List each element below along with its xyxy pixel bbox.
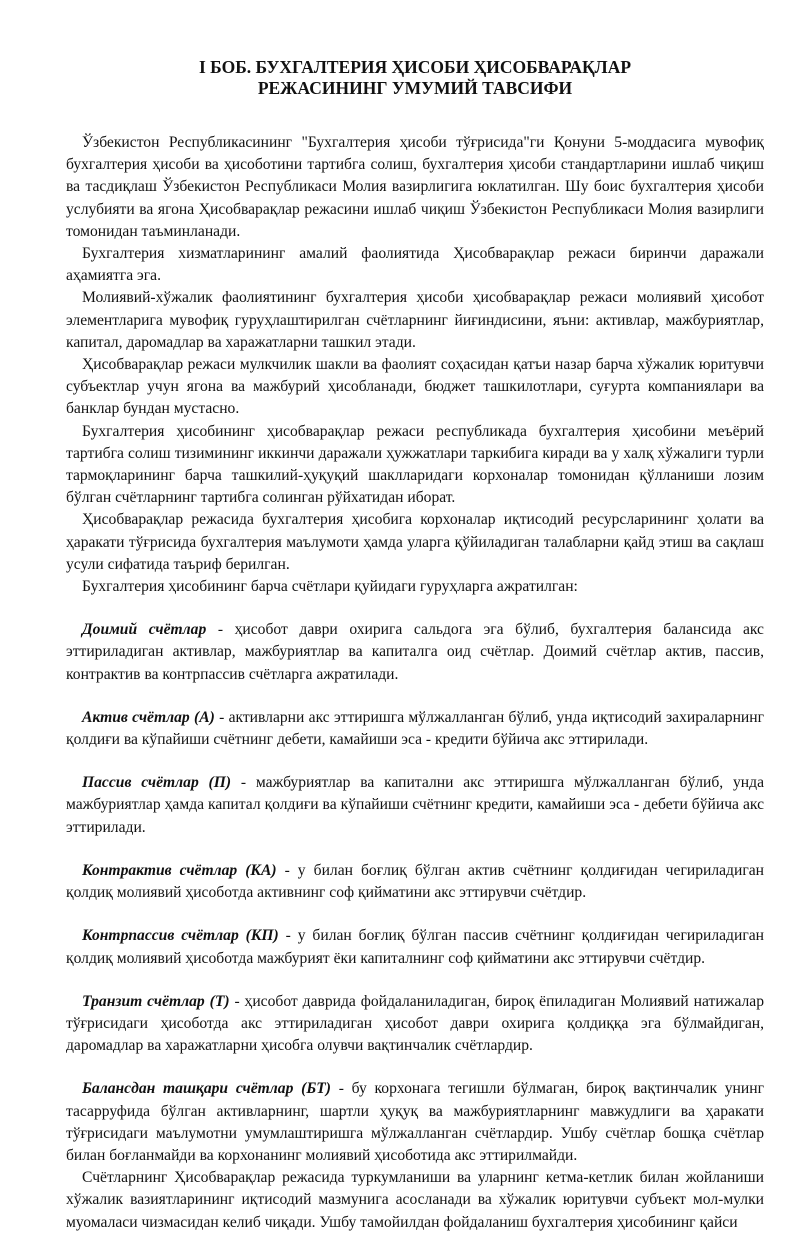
term-text: - бу корхонага тегишли бўлмаган, бироқ вақтинчалик унинг тасарруфида бўлган активларнинг, шартли ҳуқуқ ва мажбуриятларнинг мавжудлиги ва ҳаракати тўғрисидаги маълумотни умумлаштиришга мўлжалланган счётлардир. Ушбу счётлар бошқа счётлар билан боғланмайди ва корхонанинг молиявий ҳисоботида акс эттирилмайди. — [66, 1080, 764, 1164]
closing-paragraph: Счётларнинг Ҳисобварақлар режасида туркумланиши ва уларнинг кетма-кетлик билан жойланиши хўжалик вазиятларининг иқтисодий мазмунига асосланади ва хўжалик юритувчи субъект мол-мулки муомаласи чизмасидан келиб чиқади. Ушбу тамойилдан фойдаланиш бухгалтерия ҳисобининг қайси — [66, 1169, 764, 1231]
term-text: - активларни акс эттиришга мўлжалланган бўлиб, унда иқтисодий захираларнинг қолдиғи ва кўпайиши счётнинг дебети, камайиши эса - кредити бўйича акс эттирилади. — [66, 708, 765, 749]
term-name: Транзит счётлар (Т) — [82, 992, 230, 1010]
term-definition — [66, 991, 764, 1058]
term-definition — [66, 925, 764, 969]
term-text: - у билан боғлиқ бўлган актив счётнинг қолдиғидан чегириладиган қолдиқ молиявий ҳисоботда активнинг соф қийматини акс эттирувчи счётдир. — [66, 861, 764, 902]
intro-paragraph: Бухгалтерия ҳисобининг ҳисобварақлар режаси республикада бухгалтерия ҳисобини меъёрий тартибга солиш тизимининг иккинчи даражали ҳужжатлари таркибига киради ва у халқ хўжалиги турли тармоқларининг барча ташкилий-ҳуқуқий шаклларидаги корхоналар томонидан қўлланиши лозим бўлган счётларнинг тартибга солинган рўйхатидан иборат. — [66, 422, 764, 507]
term-name: Контрпассив счётлар (КП) — [82, 927, 279, 945]
document-page — [66, 57, 764, 1234]
chapter-title-line-1: I БОБ. БУХГАЛТЕРИЯ ҲИСОБИ ҲИСОБВАРАҚЛАР — [198, 57, 632, 77]
intro-paragraph: Ҳисобварақлар режаси мулкчилик шакли ва фаолият соҳасидан қатъи назар барча хўжалик юритувчи субъектлар учун ягона ва мажбурий ҳисобланади, бюджет ташкилотлари, суғурта компаниялари ва банклар бундан мустасно. — [66, 356, 764, 418]
intro-paragraph: Бухгалтерия ҳисобининг барча счётлари қуйидаги гуруҳларга ажратилган: — [82, 578, 578, 596]
chapter-title-line-2: РЕЖАСИНИНГ УМУМИЙ ТАВСИФИ — [257, 78, 573, 98]
term-definition — [66, 860, 764, 904]
term-text: - ҳисобот даври охирига сальдога эга бўлиб, бухгалтерия балансида акс эттириладиган активлар, мажбуриятлар ва капиталга оид счётлар. Доимий счётлар актив, пассив, контрактив ва контрпассив счётларга ажратилади. — [66, 621, 764, 683]
term-name: Пассив счётлар (П) — [82, 774, 232, 792]
term-text: - мажбуриятлар ва капитални акс эттиришга мўлжалланган бўлиб, унда мажбуриятлар ҳамда капитал қолдиғи ва кўпайиши счётнинг кредити, камайиши эса - дебети бўйича акс эттирилади. — [66, 774, 764, 836]
term-text: - ҳисобот даврида фойдаланиладиган, бироқ ёпиладиган Молиявий натижалар тўғрисидаги ҳисоботда акс эттириладиган ҳисобот даври охирига қолдиққа эга бўлмайдиган, даромадлар ва харажатларни ҳисобга олувчи вақтинчалик счётлардир. — [66, 992, 765, 1055]
intro-paragraph: Ўзбекистон Республикасининг "Бухгалтерия ҳисоби тўғрисида"ги Қонуни 5-моддасига мувофиқ бухгалтерия ҳисоби ва ҳисоботини тартибга солиш, бухгалтерия ҳисоби стандартларини ишлаб чиқиш ва тасдиқлаш Ўзбекистон Республикаси Молия вазирлигига юклатилган. Шу боис бухгалтерия ҳисоби услубияти ва ягона Ҳисобварақлар режасини ишлаб чиқиш Ўзбекистон Республикаси Молия вазирлиги томонидан таъминланади. — [66, 134, 764, 240]
intro-paragraph: Бухгалтерия хизматларининг амалий фаолиятида Ҳисобварақлар режаси биринчи даражали аҳамиятга эга. — [66, 245, 764, 285]
term-name: Балансдан ташқари счётлар (БТ) — [82, 1080, 331, 1098]
term-name: Актив счётлар (А) — [82, 708, 215, 726]
term-name: Контрактив счётлар (КА) — [82, 861, 277, 879]
chapter-title — [66, 57, 764, 99]
intro-paragraph: Ҳисобварақлар режасида бухгалтерия ҳисобига корхоналар иқтисодий ресурсларининг ҳолати ва ҳаракати тўғрисида бухгалтерия маълумоти ҳамда уларга қўйиладиган талабларни қайд этиш ва сақлаш усули сифатида таъриф берилган. — [66, 511, 764, 573]
term-name: Доимий счётлар — [82, 621, 207, 639]
intro-paragraph: Молиявий-хўжалик фаолиятининг бухгалтерия ҳисоби ҳисобварақлар режаси молиявий ҳисобот элементларига мувофиқ гуруҳлаштирилган счётларнинг йиғиндисини, яъни: активлар, мажбуриятлар, капитал, даромадлар ва харажатларни ташкил этади. — [66, 289, 764, 351]
term-definition — [66, 619, 764, 686]
term-text: - у билан боғлиқ бўлган пассив счётнинг қолдиғидан чегириладиган қолдиқ молиявий ҳисоботда мажбурият ёки капиталнинг соф қийматини акс эттирувчи счётдир. — [66, 927, 765, 967]
term-definition — [66, 772, 764, 839]
term-definition — [66, 1078, 764, 1167]
term-definition — [66, 707, 764, 751]
